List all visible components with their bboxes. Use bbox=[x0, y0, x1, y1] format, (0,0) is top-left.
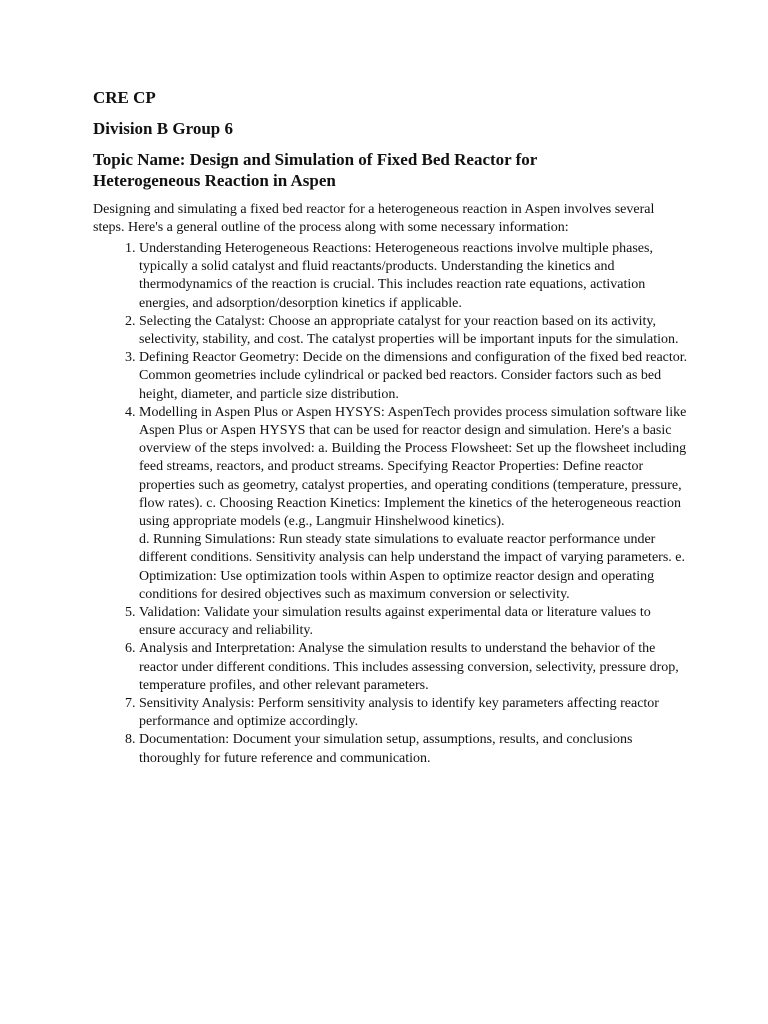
list-item bbox=[139, 731, 688, 767]
list-item bbox=[139, 313, 688, 349]
list-item bbox=[139, 695, 688, 731]
document-title: CRE CP bbox=[93, 88, 156, 107]
list-item-text: Validation: Validate your simulation results against experimental data or literature values to ensure accuracy and reliability. bbox=[139, 605, 651, 639]
list-item-text: 4. Modelling in Aspen Plus or Aspen HYSYS: AspenTech provides process simulation software like Aspen Plus or Aspen HYSYS that can be used for reactor design and simulation. Here's a basic overview of the steps involved: a. Building the Process Flowsheet: Set up the flowsheet including feed streams, reactors, and product streams. Specifying Reactor Properties: Define reactor properties such as geometry, catalyst properties, and operating conditions (temperature, pressure, flow rates). c. Choosing Reaction Kinetics: Implement the kinetics of the heterogeneous reaction using appropriate models (e.g., Langmuir Hinshelwood kinetics). bbox=[139, 404, 687, 530]
list-item bbox=[139, 349, 688, 404]
topic-line-1: Topic Name: Design and Simulation of Fixed Bed Reactor for bbox=[93, 150, 538, 169]
intro-paragraph: Designing and simulating a fixed bed reactor for a heterogeneous reaction in Aspen involves several steps. Here's a general outline of the process along with some necessary information: bbox=[93, 202, 655, 235]
list-item bbox=[139, 404, 688, 604]
list-item bbox=[139, 604, 688, 640]
topic-heading bbox=[93, 150, 688, 191]
steps-list bbox=[93, 240, 688, 768]
list-item-text: Understanding Heterogeneous Reactions: Heterogeneous reactions involve multiple phases, typically a solid catalyst and fluid reactants/products. Understanding the kinetics and thermodynamics of the reaction is crucial. This includes reaction rate equations, activation energies, and adsorption/desorption kinetics if applicable. bbox=[139, 241, 653, 311]
list-item bbox=[139, 640, 688, 695]
list-item-text: Analysis and Interpretation: Analyse the simulation results to understand the behavior of the reactor under different conditions. This includes assessing conversion, selectivity, pressure drop, temperature profiles, and other relevant parameters. bbox=[139, 641, 679, 693]
document-subtitle: Division B Group 6 bbox=[93, 119, 233, 138]
list-item-text: Documentation: Document your simulation setup, assumptions, results, and conclusions thoroughly for future reference and communication. bbox=[139, 732, 633, 766]
list-item-text: Defining Reactor Geometry: Decide on the dimensions and configuration of the fixed bed reactor. Common geometries include cylindrical or packed bed reactors. Consider factors such as bed height, diameter, and particle size distribution. bbox=[139, 350, 688, 402]
list-item bbox=[139, 240, 688, 313]
list-item-text: Selecting the Catalyst: Choose an appropriate catalyst for your reaction based on its activity, selectivity, stability, and cost. The catalyst properties will be important inputs for the simulation. bbox=[139, 313, 679, 348]
topic-line-2: Heterogeneous Reaction in Aspen bbox=[93, 170, 336, 190]
list-item-text-continued: d. Running Simulations: Run steady state simulations to evaluate reactor performance under different conditions. Sensitivity analysis can help understand the impact of varying parameters. e. Optimization: Use optimization tools within Aspen to optimize reactor design and operating conditions for desired objectives such as maximum conversion or selectivity. bbox=[139, 532, 685, 602]
list-item-text: Sensitivity Analysis: Perform sensitivity analysis to identify key parameters affecting reactor performance and optimize accordingly. bbox=[139, 696, 659, 730]
